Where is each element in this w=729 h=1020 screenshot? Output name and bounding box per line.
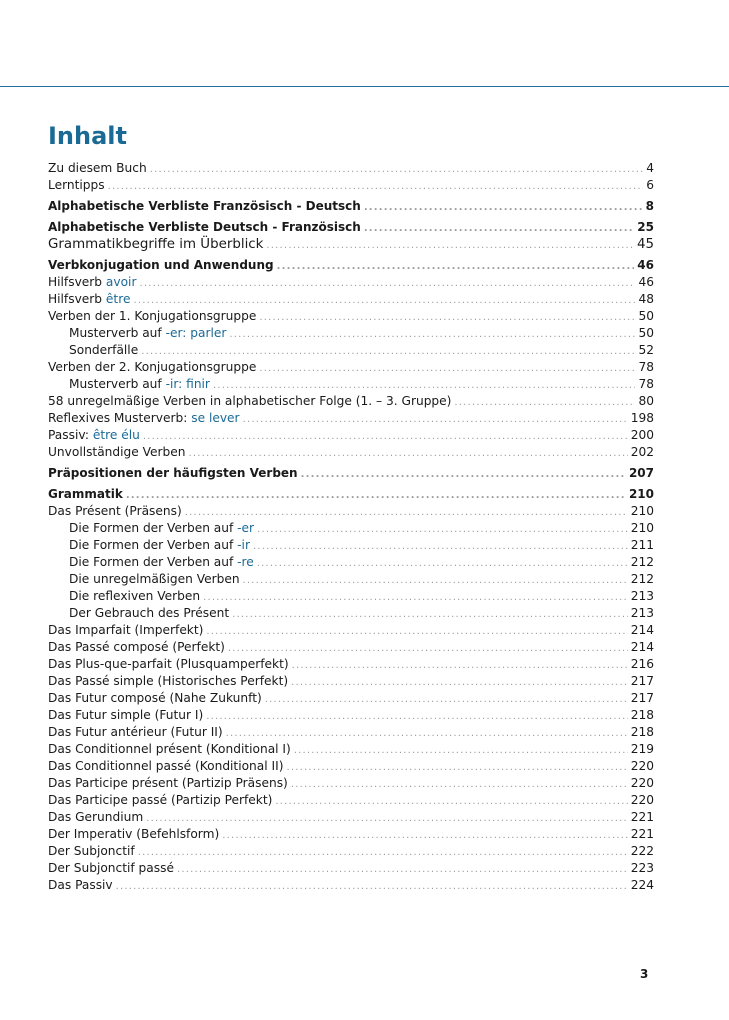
toc-page-number: 210 (630, 504, 654, 518)
toc-entry[interactable] (48, 741, 654, 758)
toc-entry[interactable] (48, 359, 654, 376)
dot-leader (189, 445, 628, 462)
toc-section-heading[interactable] (48, 257, 654, 274)
dot-leader (266, 237, 634, 254)
toc-entry[interactable] (48, 792, 654, 809)
toc-entry[interactable] (48, 775, 654, 792)
page-title: Inhalt (48, 122, 127, 150)
toc-page-number: 221 (630, 810, 654, 824)
toc-label: Das Imparfait (Imperfekt) (48, 623, 204, 637)
dot-leader (229, 326, 635, 343)
toc-entry[interactable] (48, 427, 654, 444)
dot-leader (222, 827, 628, 844)
dot-leader (138, 844, 628, 861)
toc-page-number: 217 (630, 674, 654, 688)
toc-entry[interactable] (48, 410, 654, 427)
dot-leader (291, 776, 628, 793)
toc-page-number: 25 (637, 220, 654, 234)
french-term: être (105, 292, 131, 306)
toc-label: Musterverb auf -er: parler (69, 326, 227, 340)
dot-leader (206, 708, 628, 725)
toc-entry[interactable] (48, 393, 654, 410)
dot-leader (228, 640, 628, 657)
dot-leader (257, 521, 628, 538)
toc-page-number: 216 (630, 657, 654, 671)
toc-label: Die Formen der Verben auf -ir (69, 538, 250, 552)
dot-leader (265, 691, 628, 708)
toc-entry[interactable] (48, 291, 654, 308)
toc-page-number: 52 (638, 343, 654, 357)
toc-page-number: 220 (630, 793, 654, 807)
toc-label: Das Futur composé (Nahe Zukunft) (48, 691, 262, 705)
dot-leader (291, 674, 628, 691)
dot-leader (206, 623, 627, 640)
toc-label: Sonderfälle (69, 343, 139, 357)
toc-entry[interactable] (48, 622, 654, 639)
dot-leader (257, 555, 628, 572)
dot-leader (116, 878, 628, 895)
toc-label: Der Imperativ (Befehlsform) (48, 827, 220, 841)
dot-leader (294, 742, 628, 759)
toc-entry[interactable] (48, 274, 654, 291)
toc-entry[interactable] (48, 758, 654, 775)
toc-label: Das Participe passé (Partizip Perfekt) (48, 793, 273, 807)
toc-label: Verben der 1. Konjugationsgruppe (48, 309, 257, 323)
toc-page-number: 220 (630, 759, 654, 773)
dot-leader (243, 411, 628, 428)
toc-label: Der Gebrauch des Présent (69, 606, 230, 620)
dot-leader (259, 360, 635, 377)
toc-entry[interactable] (48, 444, 654, 461)
toc-entry[interactable] (48, 724, 654, 741)
dot-leader (139, 275, 635, 292)
toc-label: Das Plus-que-parfait (Plusquamperfekt) (48, 657, 289, 671)
toc-page-number: 202 (630, 445, 654, 459)
dot-leader (292, 657, 628, 674)
toc-page-number: 78 (638, 377, 654, 391)
table-of-contents (48, 160, 654, 894)
french-term: -er (237, 521, 255, 535)
toc-entry[interactable] (48, 877, 654, 894)
toc-label: Das Conditionnel présent (Konditional I) (48, 742, 291, 756)
toc-page-number: 218 (630, 708, 654, 722)
toc-label: Hilfsverb être (48, 292, 131, 306)
toc-page-number: 220 (630, 776, 654, 790)
toc-label: Zu diesem Buch (48, 161, 147, 175)
toc-page-number: 45 (636, 237, 654, 252)
toc-label: Der Subjonctif passé (48, 861, 174, 875)
toc-page-number: 224 (630, 878, 654, 892)
toc-page-number: 210 (628, 487, 654, 501)
dot-leader (364, 220, 634, 237)
toc-page-number: 78 (638, 360, 654, 374)
toc-subentry[interactable] (48, 605, 654, 622)
toc-label: Die Formen der Verben auf -er (69, 521, 255, 535)
toc-label: Die unregelmäßigen Verben (69, 572, 240, 586)
toc-entry[interactable] (48, 809, 654, 826)
toc-section-heading[interactable] (48, 198, 654, 215)
toc-label: Das Conditionnel passé (Konditional II) (48, 759, 284, 773)
toc-page-number: 214 (630, 623, 654, 637)
toc-label: Das Gerundium (48, 810, 144, 824)
toc-label: Das Passiv (48, 878, 113, 892)
toc-label: Alphabetische Verbliste Deutsch - Französisch (48, 220, 361, 234)
toc-section-heading[interactable] (48, 465, 654, 482)
toc-subentry[interactable] (48, 571, 654, 588)
toc-label: Präpositionen der häufigsten Verben (48, 466, 298, 480)
dot-leader (275, 793, 627, 810)
toc-entry[interactable] (48, 639, 654, 656)
toc-page-number: 213 (630, 589, 654, 603)
toc-label: Unvollständige Verben (48, 445, 186, 459)
toc-label: Verben der 2. Konjugationsgruppe (48, 360, 257, 374)
toc-label: Hilfsverb avoir (48, 275, 137, 289)
toc-page-number: 212 (630, 572, 654, 586)
toc-page-number: 46 (638, 275, 654, 289)
toc-page-number: 213 (630, 606, 654, 620)
toc-label: Lerntipps (48, 178, 105, 192)
french-term: -er: parler (165, 326, 227, 340)
toc-label: Die reflexiven Verben (69, 589, 201, 603)
toc-entry[interactable] (48, 177, 654, 194)
toc-page-number: 200 (630, 428, 654, 442)
french-term: -ir: finir (165, 377, 210, 391)
dot-leader (232, 606, 628, 623)
dot-leader (364, 199, 643, 216)
toc-page-number: 4 (646, 161, 654, 175)
french-term: -re (237, 555, 254, 569)
dot-leader (150, 161, 644, 178)
toc-label: Der Subjonctif (48, 844, 135, 858)
toc-subentry[interactable] (48, 325, 654, 342)
dot-leader (277, 258, 635, 275)
french-term: se lever (191, 411, 240, 425)
dot-leader (301, 466, 626, 483)
toc-page-number: 50 (638, 309, 654, 323)
toc-page-number: 222 (630, 844, 654, 858)
toc-label: 58 unregelmäßige Verben in alphabetischer Folge (1. – 3. Gruppe) (48, 394, 452, 408)
dot-leader (213, 377, 636, 394)
toc-entry[interactable] (48, 826, 654, 843)
toc-label: Musterverb auf -ir: finir (69, 377, 210, 391)
toc-subentry[interactable] (48, 554, 654, 571)
toc-page-number: 212 (630, 555, 654, 569)
toc-subentry[interactable] (48, 537, 654, 554)
toc-page-number: 198 (630, 411, 654, 425)
toc-label: Verbkonjugation und Anwendung (48, 258, 274, 272)
header-rule (0, 86, 729, 87)
toc-page-number: 207 (628, 466, 654, 480)
toc-label: Grammatik (48, 487, 123, 501)
toc-entry[interactable] (48, 673, 654, 690)
toc-page-number: 46 (637, 258, 654, 272)
dot-leader (226, 725, 628, 742)
toc-label: Die Formen der Verben auf -re (69, 555, 254, 569)
dot-leader (454, 394, 635, 411)
toc-page-number: 80 (638, 394, 654, 408)
dot-leader (259, 309, 635, 326)
toc-section-heading[interactable] (48, 219, 654, 236)
dot-leader (185, 504, 628, 521)
page-number: 3 (640, 967, 649, 981)
dot-leader (146, 810, 628, 827)
toc-page-number: 219 (630, 742, 654, 756)
toc-page-number: 6 (646, 178, 654, 192)
toc-label: Passiv: être élu (48, 428, 140, 442)
french-term: être élu (92, 428, 140, 442)
toc-label: Grammatikbegriffe im Überblick (48, 237, 264, 252)
dot-leader (141, 343, 635, 360)
french-term: -ir (237, 538, 250, 552)
toc-entry[interactable] (48, 860, 654, 877)
toc-page-number: 217 (630, 691, 654, 705)
toc-label: Das Passé simple (Historisches Perfekt) (48, 674, 289, 688)
toc-page-number: 210 (630, 521, 654, 535)
dot-leader (253, 538, 628, 555)
toc-page-number: 221 (630, 827, 654, 841)
toc-entry[interactable] (48, 503, 654, 520)
dot-leader (203, 589, 628, 606)
dot-leader (286, 759, 627, 776)
dot-leader (177, 861, 628, 878)
toc-page-number: 50 (638, 326, 654, 340)
toc-label: Das Futur simple (Futur I) (48, 708, 204, 722)
french-term: avoir (105, 275, 137, 289)
toc-entry[interactable] (48, 308, 654, 325)
toc-page-number: 8 (645, 199, 654, 213)
toc-section-heading[interactable] (48, 486, 654, 503)
toc-label: Das Passé composé (Perfekt) (48, 640, 225, 654)
toc-page-number: 214 (630, 640, 654, 654)
toc-subentry[interactable] (48, 520, 654, 537)
toc-subentry[interactable] (48, 342, 654, 359)
toc-label: Das Futur antérieur (Futur II) (48, 725, 223, 739)
toc-page-number: 48 (638, 292, 654, 306)
toc-entry[interactable] (48, 690, 654, 707)
toc-label: Das Présent (Präsens) (48, 504, 182, 518)
toc-entry[interactable] (48, 236, 654, 253)
toc-subentry[interactable] (48, 376, 654, 393)
toc-label: Alphabetische Verbliste Französisch - Deutsch (48, 199, 361, 213)
dot-leader (126, 487, 626, 504)
toc-label: Das Participe présent (Partizip Präsens) (48, 776, 288, 790)
toc-label: Reflexives Musterverb: se lever (48, 411, 240, 425)
toc-page-number: 223 (630, 861, 654, 875)
dot-leader (108, 178, 644, 195)
dot-leader (243, 572, 628, 589)
toc-page-number: 211 (630, 538, 654, 552)
toc-entry[interactable] (48, 160, 654, 177)
toc-entry[interactable] (48, 656, 654, 673)
toc-entry[interactable] (48, 707, 654, 724)
toc-subentry[interactable] (48, 588, 654, 605)
dot-leader (133, 292, 635, 309)
toc-page-number: 218 (630, 725, 654, 739)
toc-entry[interactable] (48, 843, 654, 860)
dot-leader (143, 428, 628, 445)
